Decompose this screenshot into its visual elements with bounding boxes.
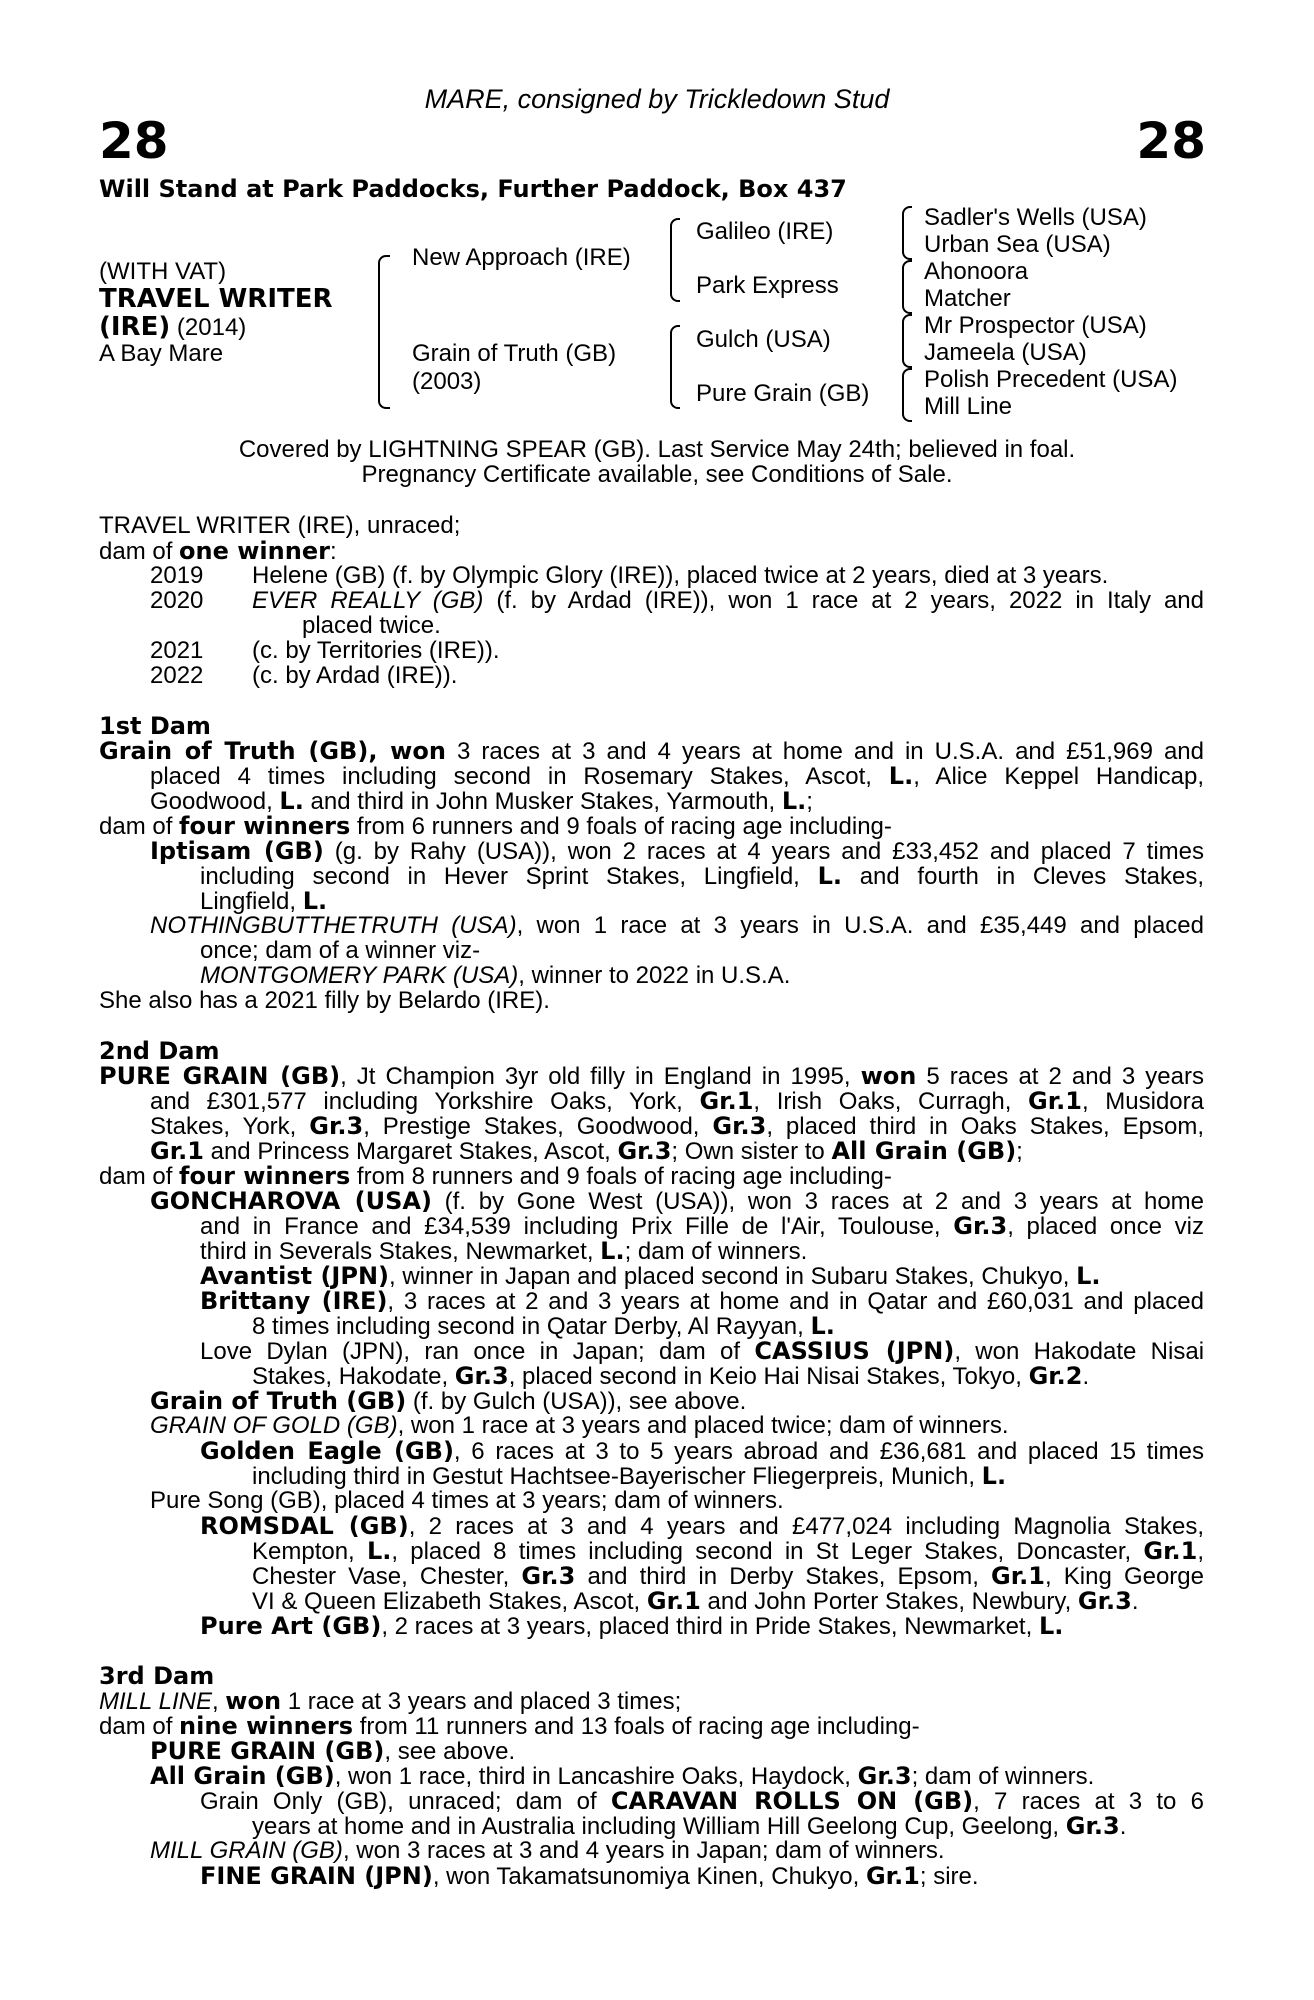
third-dam-produce: All Grain (GB), won 1 race, third in Lancashire Oaks, Haydock, Gr.3; dam of winners. <box>150 1762 1095 1790</box>
produce-item: (c. by Territories (IRE)). <box>252 637 500 664</box>
produce-item: Helene (GB) (f. by Olympic Glory (IRE)), placed twice at 2 years, died at 3 years. <box>252 562 1109 589</box>
second-dam-produce: GONCHAROVA (USA) (f. by Gone West (USA)), won 3 races at 2 and 3 years at home <box>150 1187 1205 1215</box>
second-dam-produce: and in France and £34,539 including Prix Fille de l'Air, Toulouse, Gr.3, placed once viz <box>200 1212 1204 1240</box>
first-dam-heading: 1st Dam <box>99 712 211 740</box>
pedigree-ss: Galileo (IRE) <box>696 218 834 245</box>
pedigree-ds: Gulch (USA) <box>696 326 831 353</box>
pedigree-sss: Sadler's Wells (USA) <box>924 204 1147 231</box>
first-dam-line: Goodwood, L. and third in John Musker Stakes, Yarmouth, L.; <box>150 787 813 815</box>
pedigree-dss: Mr Prospector (USA) <box>924 312 1147 339</box>
consignment-header: MARE, consigned by Trickledown Stud <box>424 84 890 114</box>
first-dam-dam-of: dam of four winners from 6 runners and 9 foals of racing age including- <box>99 812 892 840</box>
second-dam-line: Stakes, York, Gr.3, Prestige Stakes, Goodwood, Gr.3, placed third in Oaks Stakes, Epsom, <box>150 1112 1204 1140</box>
pedigree-sdd: Matcher <box>924 285 1011 312</box>
produce-year: 2019 <box>150 562 204 589</box>
second-dam-produce: Pure Art (GB), 2 races at 3 years, placed third in Pride Stakes, Newmarket, L. <box>200 1612 1064 1640</box>
pedigree-sd: Park Express <box>696 272 839 299</box>
pedigree-brace <box>670 218 680 302</box>
second-dam-produce: GRAIN OF GOLD (GB), won 1 race at 3 years and placed twice; dam of winners. <box>150 1412 1009 1439</box>
pedigree-sds: Ahonoora <box>924 258 1029 285</box>
produce-item: EVER REALLY (GB) (f. by Ardad (IRE)), won 1 race at 2 years, 2022 in Italy and <box>252 587 1205 614</box>
second-dam-produce: ROMSDAL (GB), 2 races at 3 and 4 years and £477,024 including Magnolia Stakes, <box>200 1512 1204 1540</box>
second-dam-produce: Love Dylan (JPN), ran once in Japan; dam of CASSIUS (JPN), won Hakodate Nisai <box>200 1337 1205 1365</box>
pedigree-brace <box>378 255 390 409</box>
second-dam-produce: third in Severals Stakes, Newmarket, L.; dam of winners. <box>200 1237 808 1265</box>
first-dam-produce: NOTHINGBUTTHETRUTH (USA), won 1 race at 3 years in U.S.A. and £35,449 and placed <box>150 912 1205 939</box>
pedigree-sire: New Approach (IRE) <box>412 244 631 271</box>
first-dam-produce: MONTGOMERY PARK (USA), winner to 2022 in U.S.A. <box>200 962 791 989</box>
stand-location: Will Stand at Park Paddocks, Further Paddock, Box 437 <box>99 175 847 203</box>
lot-number-left: 28 <box>99 112 169 170</box>
produce-year: 2022 <box>150 662 204 689</box>
first-dam-produce: Iptisam (GB) (g. by Rahy (USA)), won 2 races at 4 years and £33,452 and placed 7 times <box>150 837 1204 865</box>
first-dam-produce: Lingfield, L. <box>200 887 328 915</box>
covered-note: Covered by LIGHTNING SPEAR (GB). Last Service May 24th; believed in foal. <box>238 436 1076 463</box>
first-dam-produce: including second in Hever Sprint Stakes, Lingfield, L. and fourth in Cleves Stakes, <box>200 862 1204 890</box>
pregnancy-note: Pregnancy Certificate available, see Conditions of Sale. <box>361 461 953 488</box>
lot-number-right: 28 <box>1136 112 1206 170</box>
second-dam-line: PURE GRAIN (GB), Jt Champion 3yr old filly in England in 1995, won 5 races at 2 and 3 years <box>99 1062 1204 1090</box>
pedigree-dam: Grain of Truth (GB) <box>412 340 617 367</box>
horse-description: A Bay Mare <box>99 340 224 367</box>
second-dam-produce: Stakes, Hakodate, Gr.3, placed second in Keio Hai Nisai Stakes, Tokyo, Gr.2. <box>252 1362 1090 1390</box>
horse-origin: (IRE) (2014) <box>99 312 247 342</box>
pedigree-dds: Polish Precedent (USA) <box>924 366 1178 393</box>
produce-item-cont: placed twice. <box>302 612 441 639</box>
second-dam-produce: Brittany (IRE), 3 races at 2 and 3 years at home and in Qatar and £60,031 and placed <box>200 1287 1204 1315</box>
first-dam-line: placed 4 times including second in Rosemary Stakes, Ascot, L., Alice Keppel Handicap, <box>150 762 1204 790</box>
horse-name: TRAVEL WRITER <box>99 284 333 314</box>
third-dam-produce: FINE GRAIN (JPN), won Takamatsunomiya Kinen, Chukyo, Gr.1; sire. <box>200 1862 979 1890</box>
vat-note: (WITH VAT) <box>99 258 227 285</box>
second-dam-heading: 2nd Dam <box>99 1037 220 1065</box>
third-dam-produce: PURE GRAIN (GB), see above. <box>150 1737 516 1765</box>
third-dam-produce: MILL GRAIN (GB), won 3 races at 3 and 4 years in Japan; dam of winners. <box>150 1837 945 1864</box>
second-dam-dam-of: dam of four winners from 8 runners and 9 foals of racing age including- <box>99 1162 892 1190</box>
second-dam-produce: Kempton, L., placed 8 times including second in St Leger Stakes, Doncaster, Gr.1, <box>252 1537 1204 1565</box>
pedigree-brace <box>670 325 680 409</box>
pedigree-brace <box>902 206 912 260</box>
pedigree-dsd: Jameela (USA) <box>924 339 1087 366</box>
first-dam-also: She also has a 2021 filly by Belardo (IRE). <box>99 987 550 1014</box>
second-dam-produce: Avantist (JPN), winner in Japan and placed second in Subaru Stakes, Chukyo, L. <box>200 1262 1101 1290</box>
pedigree-ddd: Mill Line <box>924 393 1013 420</box>
produce-year: 2020 <box>150 587 204 614</box>
pedigree-ssd: Urban Sea (USA) <box>924 231 1111 258</box>
pedigree-dd: Pure Grain (GB) <box>696 380 870 407</box>
pedigree-dam-year: (2003) <box>412 368 482 395</box>
second-dam-line: Gr.1 and Princess Margaret Stakes, Ascot, Gr.3; Own sister to All Grain (GB); <box>150 1137 1023 1165</box>
third-dam-dam-of: dam of nine winners from 11 runners and 13 foals of racing age including- <box>99 1712 920 1740</box>
second-dam-produce: Golden Eagle (GB), 6 races at 3 to 5 years abroad and £36,681 and placed 15 times <box>200 1437 1205 1465</box>
pedigree-brace <box>902 314 912 368</box>
pedigree-brace <box>902 260 912 314</box>
third-dam-produce: Grain Only (GB), unraced; dam of CARAVAN ROLLS ON (GB), 7 races at 3 to 6 <box>200 1787 1204 1815</box>
third-dam-produce: years at home and in Australia including William Hill Geelong Cup, Geelong, Gr.3. <box>252 1812 1127 1840</box>
third-dam-line: MILL LINE, won 1 race at 3 years and placed 3 times; <box>99 1687 682 1715</box>
produce-dam-of: dam of one winner: <box>99 537 337 565</box>
produce-year: 2021 <box>150 637 204 664</box>
first-dam-produce: once; dam of a winner viz- <box>200 937 481 964</box>
second-dam-produce: Pure Song (GB), placed 4 times at 3 years; dam of winners. <box>150 1487 784 1514</box>
second-dam-produce: including third in Gestut Hachtsee-Bayerischer Fliegerpreis, Munich, L. <box>252 1462 1007 1490</box>
pedigree-brace <box>902 368 912 422</box>
second-dam-produce: Grain of Truth (GB) (f. by Gulch (USA)), see above. <box>150 1387 747 1415</box>
produce-intro: TRAVEL WRITER (IRE), unraced; <box>99 512 461 539</box>
produce-item: (c. by Ardad (IRE)). <box>252 662 458 689</box>
third-dam-heading: 3rd Dam <box>99 1662 215 1690</box>
second-dam-line: and £301,577 including Yorkshire Oaks, York, Gr.1, Irish Oaks, Curragh, Gr.1, Musidora <box>150 1087 1204 1115</box>
first-dam-line: Grain of Truth (GB), won 3 races at 3 and 4 years at home and in U.S.A. and £51,969 and <box>99 737 1204 765</box>
second-dam-produce: 8 times including second in Qatar Derby, Al Rayyan, L. <box>252 1312 835 1340</box>
second-dam-produce: Chester Vase, Chester, Gr.3 and third in Derby Stakes, Epsom, Gr.1, King George <box>252 1562 1204 1590</box>
second-dam-produce: VI & Queen Elizabeth Stakes, Ascot, Gr.1 and John Porter Stakes, Newbury, Gr.3. <box>252 1587 1139 1615</box>
